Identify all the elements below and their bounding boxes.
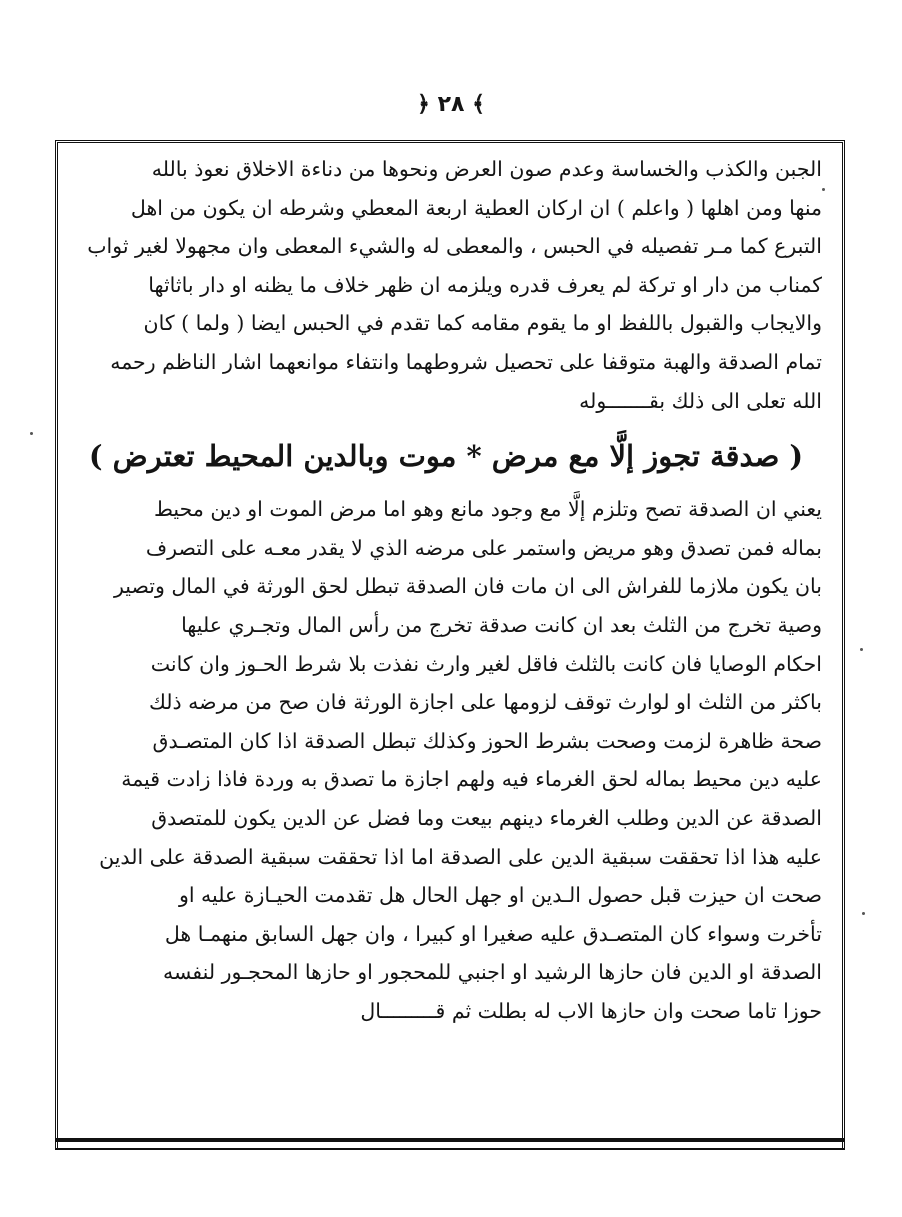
text-line: الجبن والكذب والخساسة وعدم صون العرض ونحوها من دناءة الاخلاق نعوذ بالله (151, 157, 822, 181)
text-line: والايجاب والقبول باللفظ او ما يقوم مقامه كما تقدم في الحبس ايضا ( ولما ) كان (143, 311, 822, 336)
text-line: حوزا تاما صحت وان حازها الاب له بطلت ثم قـــــــــال (360, 998, 822, 1023)
text-line: عليه دين محيط بماله لحق الغرماء فيه ولهم اجازة ما تصدق به وردة فاذا زادت قيمة (121, 767, 822, 792)
verse-heading: ( صدقة تجوز إلَّا مع مرض * موت وبالدين المحيط تعترض ) (88, 439, 804, 474)
text-line: يعني ان الصدقة تصح وتلزم إلَّا مع وجود مانع وهو اما مرض الموت او دين محيط (153, 497, 822, 522)
text-line: باكثر من الثلث او لوارث توقف لزومها على اجازة الورثة فان صح من مرضه ذلك (149, 690, 822, 715)
page-number: ﴿ ٢٨ ﴾ (417, 92, 485, 117)
text-line: التبرع كما مـر تفصيله في الحبس ، والمعطى له والشيء المعطى وان مجهولا لغير ثواب (87, 234, 822, 259)
text-line: احكام الوصايا فان كانت بالثلث فاقل لغير وارث نفذت بلا شرط الحـوز وان كانت (150, 651, 822, 676)
text-line: بماله فمن تصدق وهو مريض واستمر على مرضه الذي لا يقدر معـه على التصرف (145, 535, 822, 560)
text-line: الصدقة عن الدين وطلب الغرماء دينهم بيعت وما فضل عن الدين يكون للمتصدق (151, 805, 822, 830)
text-line: الصدقة او الدين فان حازها الرشيد او اجنبي للمحجور او حازها المحجـور لنفسه (163, 960, 822, 985)
text-line: تمام الصدقة والهبة متوقفا على تحصيل شروطهما وانتفاء موانعهما اشار الناظم رحمه (110, 349, 822, 374)
text-line: كمناب من دار او تركة لم يعرف قدره ويلزمه ان ظهر خلاف ما يظنه او دار باثاثها (148, 272, 822, 297)
page-body (70, 150, 822, 1030)
text-line: الله تعلى الى ذلك بقـــــــوله (579, 388, 822, 413)
text-line: منها ومن اهلها ( واعلم ) ان اركان العطية اربعة المعطي وشرطه ان يكون من اهل (130, 195, 822, 220)
text-line: عليه هذا اذا تحققت سبقية الدين على الصدقة اما اذا تحققت سبقية الصدقة على الدين (99, 844, 822, 869)
scan-speck (30, 432, 33, 435)
text-line: صحة ظاهرة لزمت وصحت بشرط الحوز وكذلك تبطل الصدقة اذا كان المتصـدق (152, 728, 822, 753)
scan-speck (860, 648, 863, 651)
paragraph-1 (70, 150, 822, 420)
page-border-bottom (55, 1138, 845, 1150)
text-line: تأخرت وسواء كان المتصـدق عليه صغيرا او كبيرا ، وان جهل السابق منهمـا هل (164, 921, 822, 946)
paragraph-2 (70, 490, 822, 1030)
scan-speck (862, 912, 865, 915)
text-line: وصية تخرج من الثلث بعد ان كانت صدقة تخرج من رأس المال وتجـري عليها (181, 612, 822, 637)
scan-speck (822, 188, 825, 191)
text-line: صحت ان حيزت قبل حصول الـدين او جهل الحال هل تقدمت الحيـازة عليه او (178, 883, 822, 908)
text-line: بان يكون ملازما للفراش الى ان مات فان الصدقة تبطل لحق الورثة في المال وتصير (114, 574, 822, 599)
